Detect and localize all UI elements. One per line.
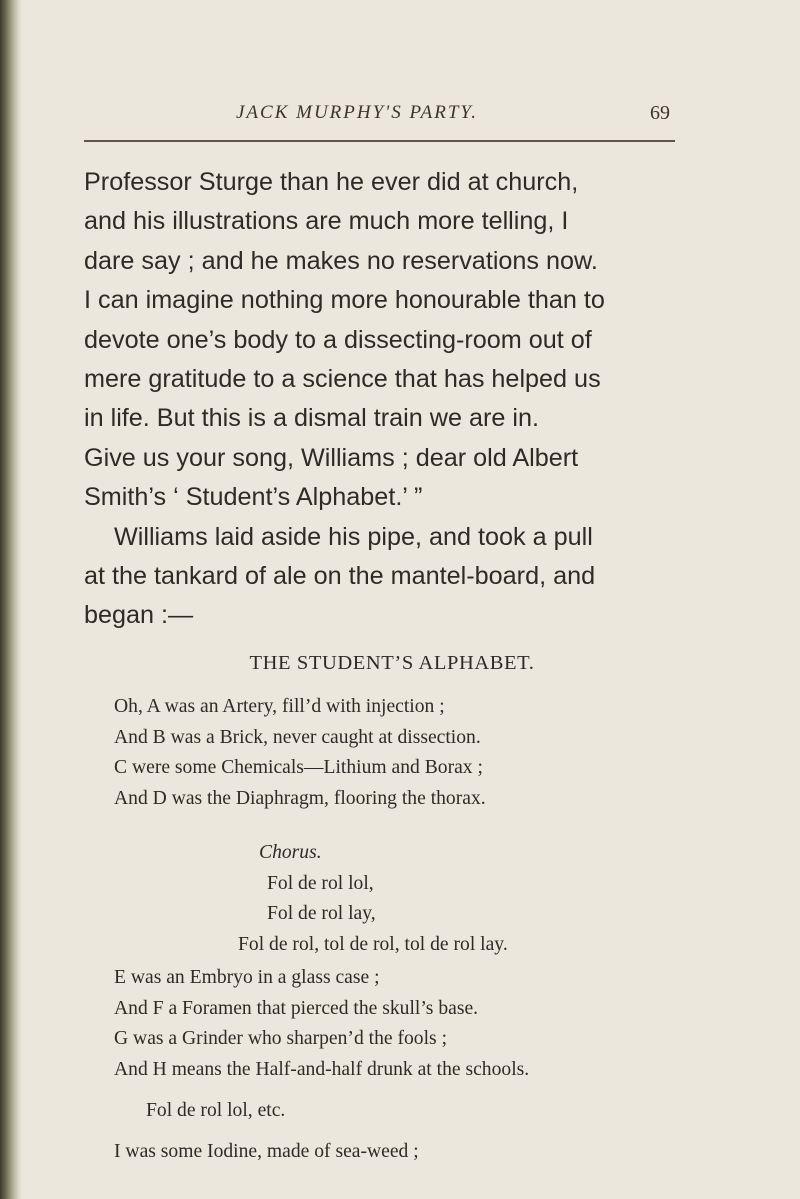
verse-line: E was an Embryo in a glass case ; <box>114 967 380 988</box>
prose-line: in life. But this is a dismal train we are in. <box>84 404 539 433</box>
prose-line: and his illustrations are much more telling, I <box>84 207 569 236</box>
chorus-line: Fol de rol, tol de rol, tol de rol lay. <box>238 933 508 955</box>
verse-line: G was a Grinder who sharpen’d the fools ; <box>114 1028 448 1049</box>
prose-line: I can imagine nothing more honourable than to <box>84 286 605 315</box>
chorus-line: Fol de rol lay, <box>267 903 376 924</box>
verse-line: And H means the Half-and-half drunk at the schools. <box>114 1058 530 1080</box>
verse-line: And D was the Diaphragm, flooring the thorax. <box>114 787 486 809</box>
prose-line: mere gratitude to a science that has helped us <box>84 365 601 394</box>
prose-line: began :— <box>84 601 194 630</box>
prose-line: Professor Sturge than he ever did at church, <box>84 168 579 196</box>
verse-1 <box>114 692 486 814</box>
page-number: 69 <box>650 102 670 124</box>
song-title: THE STUDENT’S ALPHABET. <box>249 652 535 674</box>
prose-line: dare say ; and he makes no reservations now. <box>84 246 598 275</box>
verse-3-first-line: I was some Iodine, made of sea-weed ; <box>114 1141 419 1162</box>
prose-line: Give us your song, Williams ; dear old Albert <box>84 443 579 472</box>
header-rule <box>84 140 675 142</box>
prose-block <box>84 163 684 636</box>
running-title: JACK MURPHY'S PARTY. <box>236 102 479 123</box>
chorus-line: Fol de rol lol, <box>267 872 374 894</box>
prose-line: at the tankard of ale on the mantel-board, and <box>84 562 596 591</box>
verse-line: And B was a Brick, never caught at dissection. <box>114 726 481 748</box>
refrain-line: Fol de rol lol, etc. <box>146 1100 286 1121</box>
prose-line: Smith’s ‘ Student’s Alphabet.’ ” <box>84 483 423 512</box>
prose-line: devote one’s body to a dissecting-room out of <box>84 325 592 354</box>
verse-2 <box>114 963 529 1085</box>
verse-line: Oh, A was an Artery, fill’d with injection ; <box>114 696 445 717</box>
chorus <box>238 838 508 960</box>
verse-line: C were some Chemicals—Lithium and Borax ; <box>114 757 483 778</box>
verse-line: And F a Foramen that pierced the skull’s base. <box>114 997 479 1019</box>
chorus-label: Chorus. <box>259 842 322 863</box>
prose-line: Williams laid aside his pipe, and took a pull <box>114 522 593 551</box>
